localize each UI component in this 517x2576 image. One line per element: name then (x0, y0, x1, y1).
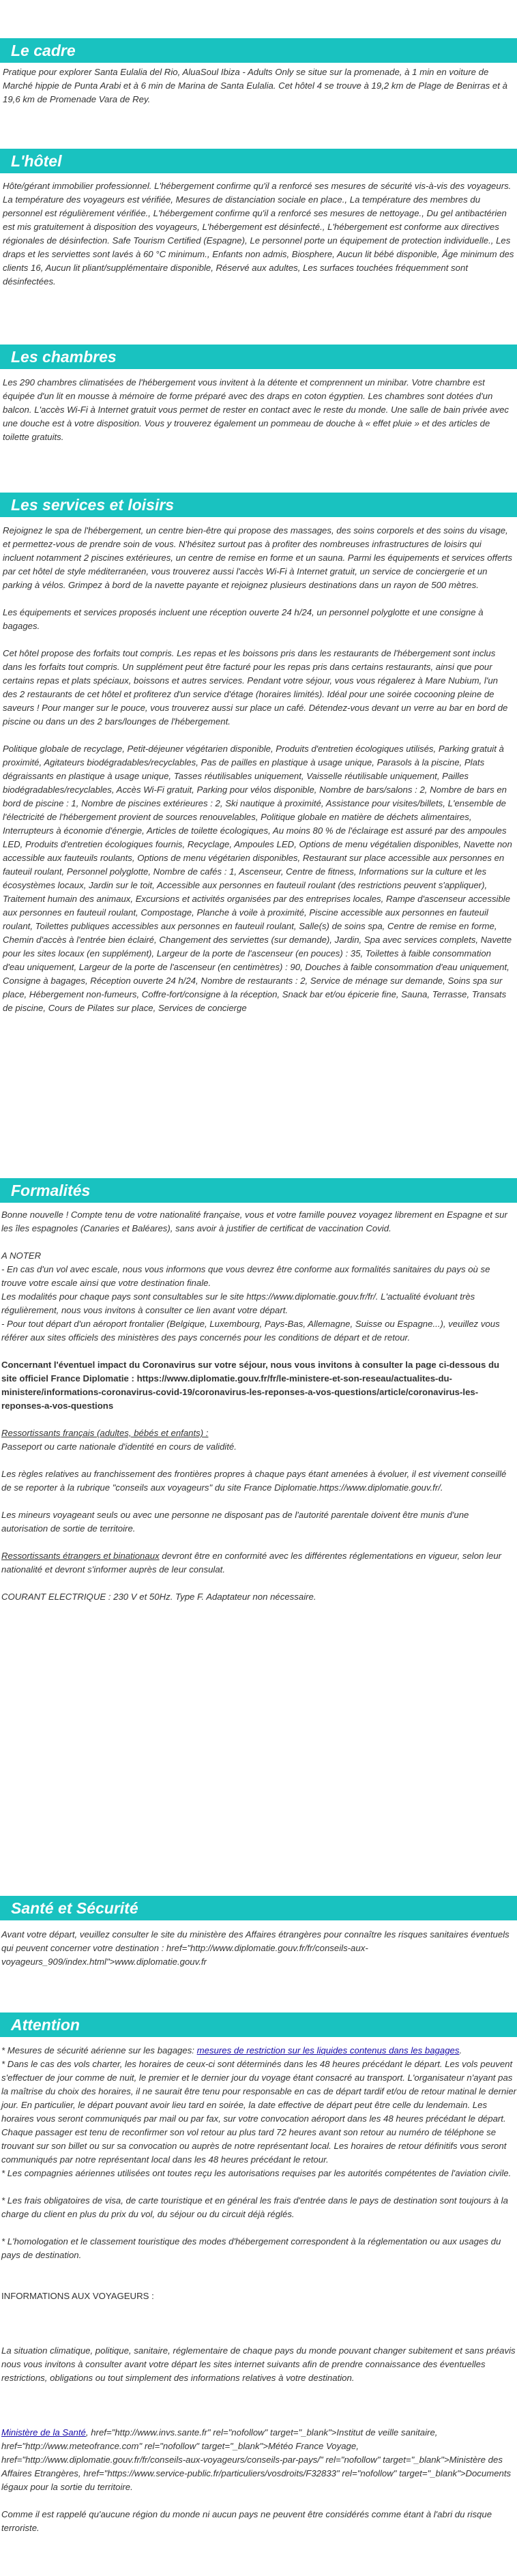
attention-homologation: * L'homologation et le classement touristique des modes d'hébergement correspondent à la réglementation ou aux usages du pays de destination. (1, 2236, 501, 2260)
services-p3: Cet hôtel propose des forfaits tout compris. Les repas et les boissons pris dans les restaurants de l'hébergement sont inclus dans les forfaits tout compris. Un supplément peut être facturé pour les repas pris dans certains restaurants, ainsi que pour certains repas et plats spéciaux, boissons et autres services. Pendant votre séjour, vous vous régalerez à Mare Nubium, l'un des 2 restaurants de cet hôtel et profiterez d'un service d'étage (horaires limités). Idéal pour une soirée cocooning pleine de saveurs ! Pour manger sur le pouce, vous trouverez aussi sur place un café. Détendez-vous devant un verre au bar en bord de piscine ou dans un des 2 bars/lounges de l'hébergement. (3, 648, 508, 727)
formalites-p1: Bonne nouvelle ! Compte tenu de votre nationalité française, vous et votre famille pouvez voyagez librement en Espagne et sur les îles espagnoles (Canaries et Baléares), sans avoir à justifier de certificat de vaccination Covid. (1, 1210, 507, 1233)
ministere-sante-link[interactable]: Ministère de la Santé (1, 2427, 86, 2438)
situation-text: La situation climatique, politique, sanitaire, réglementaire de chaque pays du monde pouvant changer subitement et sans préavis (1, 2345, 516, 2356)
section-header-cadre: Le cadre (0, 38, 517, 63)
ressortissants-etrangers-text: devront être en conformité avec les différentes réglementations en vigueur, selon leur nationalité et devront s'informer auprès de leur consulat. (1, 1551, 502, 1575)
attention-vols-charter: * Dans le cas des vols charter, les horaires de ceux-ci sont déterminés dans les 48 heures précédant le départ. Les vols peuvent s'effectuer de jour comme de nuit, le premier et le dernier jour du voyage étant consacré au transport. L'organisateur n'ayant pas la maîtrise du choix des horaires, il ne saurait être tenu pour responsable en cas de départ tardif et/ou de retour matinal le dernier jour. En particulier, le départ pouvant avoir lieu tard en soirée, la date effective de départ peut être celle du lendemain. Les horaires vous seront communiqués par mail ou par fax, sur votre convocation aéroport dans les 48 heures précédant le départ. Chaque passager est tenu de reconfirmer son vol retour au plus tard 72 heures avant son retour au numéro de téléphone se trouvant sur son billet ou sur sa convocation ou auprès de notre représentant local. Les horaires de retour définitifs vous seront communiqués par notre représentant local dans les 48 heures précédant le retour. (1, 2059, 517, 2165)
formalites-note-1: - En cas d'un vol avec escale, nous vous informons que vous devrez être conforme aux formalités sanitaires du pays où se trouve votre escale ainsi que votre destination finale. (1, 1264, 490, 1288)
bagages-prefix: * Mesures de sécurité aérienne sur les bagages: (1, 2045, 197, 2055)
section-header-hotel: L'hôtel (0, 149, 517, 173)
services-p1: Rejoignez le spa de l'hébergement, un centre bien-être qui propose des massages, des soins corporels et des soins du visage, et permettez-vous de prendre soin de vous. N'hésitez surtout pas à profiter des nombreuses infrastructures de loisirs qui incluent notamment 2 piscines extérieures, un centre de remise en forme et un sauna. Parmi les équipements et services offerts par cet hôtel de style méditerranéen, vous trouverez aussi l'accès Wi-Fi à Internet gratuit, un service de conciergerie et un parking à vélos. Grimpez à bord de la navette payante et rejoignez plusieurs destinations dans un rayon de 500 mètres. (3, 525, 512, 590)
section-header-chambres: Les chambres (0, 345, 517, 369)
ressortissants-etrangers-paragraph (1, 1549, 517, 1577)
consult-text: nous vous invitons à consulter avant votre départ les sites internet suivants afin de prendre connaissance des éventuelles restrictions, obligations ou tout simplement des informations relatives à votre destination. (1, 2359, 486, 2383)
attention-bagages (1, 2044, 517, 2058)
chambres-section (0, 376, 517, 444)
ressortissants-etrangers-title: Ressortissants étrangers et binationaux (1, 1551, 160, 1561)
hotel-section (0, 179, 517, 289)
formalites-note-3: - Pour tout départ d'un aéroport frontalier (Belgique, Luxembourg, Pays-Bas, Allemagne, Suisse ou Espagne...), veuillez vous référer aux sites officiels des ministères des pays concernés pour les conditions de départ et de retour. (1, 1319, 500, 1343)
services-p4: Politique globale de recyclage, Petit-déjeuner végétarien disponible, Produits d'entretien écologiques utilisés, Parking gratuit à proximité, Agitateurs biodégradables/recyclables, Pas de pailles en plastique à usage unique, Parasols à la piscine, Plats dégraissants en plastique à usage unique, Tasses réutilisables uniquement, Vaisselle réutilisable uniquement, Pailles biodégradables/recyclables, Accès Wi-Fi gratuit, Parking pour vélos disponible, Nombre de bars/salons : 2, Nombre de bars en bord de piscine : 1, Nombre de piscines extérieures : 2, Ski nautique à proximité, Assistance pour visites/billets, L'ensemble de l'électricité de l'hébergement provient de sources renouvelables, Politique globale en matière de déchets alimentaires, Interrupteurs à économie d'énergie, Articles de toilette écologiques, Au moins 80 % de l'éclairage est assuré par des ampoules LED, Produits d'entretien écologiques fournis, Recyclage, Ampoules LED, Options de menu végétalien disponibles, Navette non accessible aux fauteuils roulants, Options de menu végétarien disponibles, Restaurant sur place accessible aux personnes en fauteuil roulant, Personnel polyglotte, Nombre de cafés : 1, Ascenseur, Centre de fitness, Informations sur la culture et les écosystèmes locaux, Jardin sur le toit, Accessible aux personnes en fauteuil roulant (des restrictions peuvent s'appliquer), Traitement humain des animaux, Excursions et activités organisées par des entreprises locales, Rampe d'ascenseur accessible aux personnes en fauteuil roulant, Compostage, Planche à voile à proximité, Piscine accessible aux personnes en fauteuil roulant, Toilettes publiques accessibles aux personnes en fauteuil roulant, Salle(s) de soins spa, Centre de remise en forme, Chemin d'accès à l'entrée bien éclairé, Changement des serviettes (sur demande), Jardin, Spa avec services complets, Navette pour les sites locaux (en supplément), Largeur de la porte de l'ascenseur (en pouces) : 35, Toilettes à faible consommation d'eau uniquement, Largeur de la porte de l'ascenseur (en centimètres) : 90, Douches à faible consommation d'eau uniquement, Consigne à bagages, Réception ouverte 24 h/24, Nombre de restaurants : 2, Service de ménage sur demande, Soins spa sur place, Hébergement non-fumeurs, Coffre-fort/consigne à la réception, Snack bar et/ou épicerie fine, Sauna, Terrasse, Transats de piscine, Cours de Pilates sur place, Services de concierge (3, 744, 512, 1013)
ressortissants-francais-text: Passeport ou carte nationale d'identité en cours de validité. (1, 1441, 237, 1452)
courant-electrique-text: COURANT ELECTRIQUE : 230 V et 50Hz. Type F. Adaptateur non nécessaire. (1, 1592, 316, 1602)
attention-section (0, 2044, 517, 2535)
a-noter-label: A NOTER (1, 1250, 42, 1261)
terrorisme-text: Comme il est rappelé qu'aucune région du monde ni aucun pays ne peuvent être considérés comme étant à l'abri du risque terroriste. (1, 2509, 492, 2533)
services-p2: Les équipements et services proposés incluent une réception ouverte 24 h/24, un personnel polyglotte et une consigne à bagages. (3, 607, 484, 631)
sante-section (0, 1928, 517, 1969)
official-links-paragraph (1, 2426, 517, 2494)
bagages-suffix: . (459, 2045, 462, 2055)
informations-voyageurs-title: INFORMATIONS AUX VOYAGEURS : (1, 2291, 154, 2301)
official-links-text: , href="http://www.invs.sante.fr" rel="nofollow" target="_blank">Institut de veille sanitaire, href="http://www.meteofrance.com" rel="nofollow" target="_blank">Météo France Voyage, href="http://www.diplomatie.gouv.fr/fr/conseils-aux-voyageurs/conseils-par-pays/" rel="nofollow" target="_blank">Ministère des Affaires Etrangères, href="https://www.service-public.fr/particuliers/vosdroits/F32833" rel="nofollow" target="_blank">Documents légaux pour la sortie du territoire. (1, 2427, 512, 2492)
ressortissants-francais-title: Ressortissants français (adultes, bébés et enfants) : (1, 1428, 209, 1438)
frontieres-regles-text: Les règles relatives au franchissement des frontières propres à chaque pays étant amenées à évoluer, il est vivement conseillé de se reporter à la rubrique "conseils aux voyageurs" du site France Diplomatie.https://www.diplomatie.gouv.fr/. (1, 1469, 507, 1493)
sante-text: Avant votre départ, veuillez consulter le site du ministère des Affaires étrangères pour connaître les risques sanitaires éventuels qui peuvent concerner votre destination : href="http://www.diplomatie.gouv.fr/fr/conseils-aux-voyageurs_909/index.html">www.diplomatie.gouv.fr (1, 1929, 509, 1967)
coronavirus-notice: Concernant l'éventuel impact du Coronavirus sur votre séjour, nous vous invitons à consulter la page ci-dessous du site officiel France Diplomatie : https://www.diplomatie.gouv.fr/fr/le-ministere-et-son-reseau/actualites-du-ministere/informations-coronavirus-covid-19/coronavirus-les-reponses-a-vos-questions/article/coronavirus-les-reponses-a-vos-questions (1, 1360, 500, 1411)
cadre-section (0, 65, 517, 106)
liquides-restriction-link[interactable]: mesures de restriction sur les liquides contenus dans les bagages (196, 2045, 460, 2055)
section-header-formalites: Formalités (0, 1178, 517, 1203)
mineurs-text: Les mineurs voyageant seuls ou avec une personne ne disposant pas de l'autorité parentale doivent être munis d'une autorisation de sortie de territoire. (1, 1510, 469, 1534)
formalites-note-2: Les modalités pour chaque pays sont consultables sur le site https://www.diplomatie.gouv.fr/fr/. L'actualité évoluant très régulièrement, nous vous invitons à consulter ce lien avant votre départ. (1, 1291, 475, 1315)
section-header-attention: Attention (0, 2012, 517, 2037)
attention-frais: * Les frais obligatoires de visa, de carte touristique et en général les frais d'entrée dans le pays de destination sont toujours à la charge du client en plus du prix du vol, du séjour ou du circuit déjà réglés. (1, 2195, 508, 2219)
attention-compagnies: * Les compagnies aériennes utilisées ont toutes reçu les autorisations requises par les autorités compétentes de l'aviation civile. (1, 2168, 512, 2178)
section-header-sante: Santé et Sécurité (0, 1896, 517, 1920)
services-section (0, 524, 517, 1015)
formalites-section (0, 1208, 517, 1604)
cadre-text: Pratique pour explorer Santa Eulalia del Rio, AluaSoul Ibiza - Adults Only se situe sur la promenade, à 1 min en voiture de Marché hippie de Punta Arabi et à 6 min de Marina de Santa Eulalia. Cet hôtel 4 se trouve à 19,2 km de Plage de Benirras et à 19,6 km de Promenade Vara de Rey. (3, 67, 507, 104)
chambres-text: Les 290 chambres climatisées de l'hébergement vous invitent à la détente et comprennent un minibar. Votre chambre est équipée d'un lit en mousse à mémoire de forme préparé avec des draps en coton égyptien. Les chambres sont dotées d'un balcon. L'accès Wi-Fi à Internet gratuit vous permet de rester en contact avec le reste du monde. Une salle de bain privée avec une douche est à votre disposition. Vous y trouverez également un pommeau de douche à « effet pluie » et des articles de toilette gratuits. (3, 377, 509, 442)
hotel-text: Hôte/gérant immobilier professionnel. L'hébergement confirme qu'il a renforcé ses mesures de sécurité vis-à-vis des voyageurs. La température des voyageurs est vérifiée, Mesures de distanciation sociale en place., La température des membres du personnel est régulièrement vérifiée., L'hébergement confirme qu'il a renforcé ses mesures de nettoyage., Du gel antibactérien est mis gratuitement à disposition des voyageurs, L'hébergement est désinfecté., L'hébergement est conforme aux directives régionales de désinfection. Safe Tourism Certified (Espagne), Le personnel porte un équipement de protection individuelle., Les draps et les serviettes sont lavés à 60 °C minimum., Enfants non admis, Biosphere, Aucun lit bébé disponible, Âge minimum des clients 16, Aucun lit pliant/supplémentaire disponible, Réservé aux adultes, Les surfaces touchées fréquemment sont désinfectées. (3, 181, 514, 287)
section-header-services: Les services et loisirs (0, 493, 517, 517)
